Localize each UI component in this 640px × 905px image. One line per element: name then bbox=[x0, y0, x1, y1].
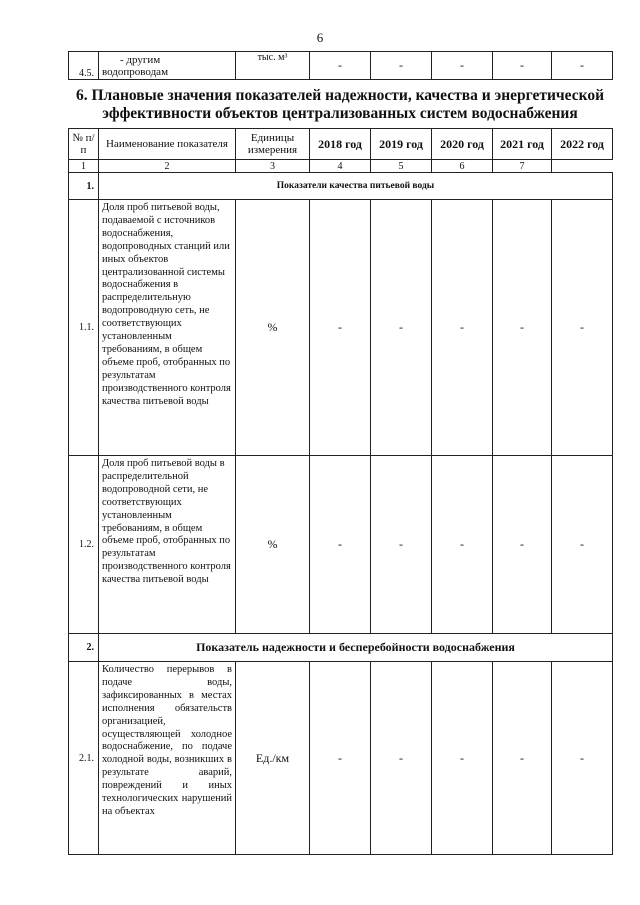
value-cell: - bbox=[310, 456, 371, 634]
value-cell: - bbox=[493, 200, 552, 456]
column-number: 2 bbox=[99, 160, 236, 173]
table-row bbox=[69, 200, 613, 456]
section-header-row bbox=[69, 634, 613, 662]
section-number: 1. bbox=[69, 173, 99, 200]
value-cell: - bbox=[493, 662, 552, 855]
value-cell: - bbox=[552, 456, 613, 634]
indicator-name: Количество перерывов в подаче воды, зафиксированных в местах исполнения обязательств организацией, осуществляющей холодное водоснабжение, по подаче холодной воды, возникших в результате аварий, повреждений и иных технологических нарушений на объектах bbox=[99, 662, 236, 855]
indicators-table bbox=[68, 128, 613, 855]
value-cell: - bbox=[552, 662, 613, 855]
indicator-name bbox=[99, 52, 236, 80]
indicator-name: Доля проб питьевой воды в распределительной водопроводной сети, не соответствующих установленным требованиям, в общем объеме проб, отобранных по результатам производственного контроля качества питьевой воды bbox=[99, 456, 236, 634]
section-title-line: эффективности объектов централизованных систем водоснабжения bbox=[102, 105, 578, 122]
row-number: 2.1. bbox=[69, 662, 99, 855]
page-number: 6 bbox=[316, 30, 324, 45]
table-row bbox=[69, 52, 613, 80]
value-cell: - bbox=[432, 200, 493, 456]
indicator-name: Доля проб питьевой воды, подаваемой с источников водоснабжения, водопроводных станций или иных объектов централизованной системы водоснабжения в распределительную водопроводную сеть, не соответствующих установленным требованиям, в общем объеме проб, отобранных по результатам производственного контроля качества питьевой воды bbox=[99, 200, 236, 456]
value-cell: - bbox=[371, 52, 432, 80]
row-number: 4.5. bbox=[69, 52, 99, 80]
unit-cell: тыс. м³ bbox=[236, 52, 310, 80]
value-cell: - bbox=[310, 52, 371, 80]
col-header-name: Наименование показателя bbox=[99, 129, 236, 160]
col-header-unit: Единицы измерения bbox=[236, 129, 310, 160]
col-header-year: 2022 год bbox=[552, 129, 613, 160]
value-cell: - bbox=[552, 200, 613, 456]
name-line: - другим bbox=[120, 53, 161, 66]
col-header-year: 2020 год bbox=[432, 129, 493, 160]
value-cell: - bbox=[493, 456, 552, 634]
value-cell: - bbox=[371, 662, 432, 855]
unit-cell: % bbox=[236, 456, 310, 634]
section-heading: Показатели качества питьевой воды bbox=[99, 173, 613, 200]
column-number: 6 bbox=[432, 160, 493, 173]
unit-cell: % bbox=[236, 200, 310, 456]
section-header-row bbox=[69, 173, 613, 200]
header-row bbox=[69, 129, 613, 160]
column-number: 5 bbox=[371, 160, 432, 173]
value-cell: - bbox=[432, 662, 493, 855]
column-number: 7 bbox=[493, 160, 552, 173]
column-number: 3 bbox=[236, 160, 310, 173]
value-cell: - bbox=[310, 662, 371, 855]
column-number: 1 bbox=[69, 160, 99, 173]
row-number: 1.2. bbox=[69, 456, 99, 634]
column-number-row bbox=[69, 160, 613, 173]
col-header-year: 2019 год bbox=[371, 129, 432, 160]
col-header-num: № п/п bbox=[69, 129, 99, 160]
row-number: 1.1. bbox=[69, 200, 99, 456]
value-cell: - bbox=[552, 52, 613, 80]
unit-cell: Ед./км bbox=[236, 662, 310, 855]
value-cell: - bbox=[371, 200, 432, 456]
section-heading: Показатель надежности и бесперебойности водоснабжения bbox=[99, 634, 613, 662]
col-header-year: 2018 год bbox=[310, 129, 371, 160]
section-title bbox=[60, 87, 620, 123]
previous-table-fragment bbox=[68, 51, 613, 80]
column-number: 4 bbox=[310, 160, 371, 173]
section-title-line: 6. Плановые значения показателей надежности, качества и энергетической bbox=[75, 87, 605, 104]
section-number: 2. bbox=[69, 634, 99, 662]
value-cell: - bbox=[371, 456, 432, 634]
value-cell: - bbox=[493, 52, 552, 80]
table-row bbox=[69, 456, 613, 634]
value-cell: - bbox=[432, 52, 493, 80]
value-cell: - bbox=[432, 456, 493, 634]
value-cell: - bbox=[310, 200, 371, 456]
table-row bbox=[69, 662, 613, 855]
col-header-year: 2021 год bbox=[493, 129, 552, 160]
name-line: водопроводам bbox=[102, 65, 169, 78]
